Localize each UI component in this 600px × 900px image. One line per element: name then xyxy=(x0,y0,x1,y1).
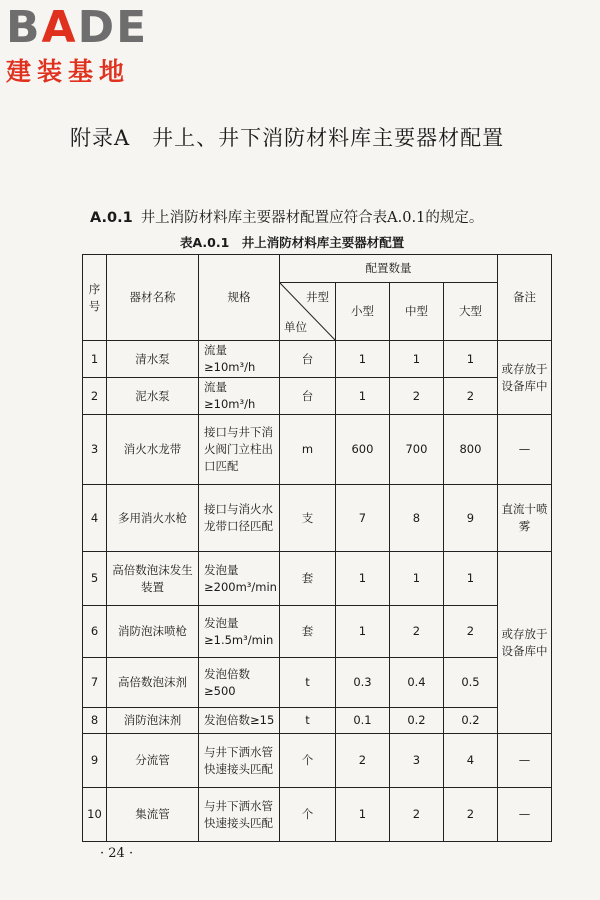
cell-small: 1 xyxy=(335,341,389,378)
cell-name: 分流管 xyxy=(107,734,199,788)
table-header-row xyxy=(83,255,552,283)
brand-b: B xyxy=(6,2,42,53)
cell-small: 1 xyxy=(335,552,389,606)
cell-medium: 1 xyxy=(389,552,443,606)
header-large: 大型 xyxy=(443,283,497,341)
clause-number: A.0.1 xyxy=(90,210,133,226)
cell-medium: 3 xyxy=(389,734,443,788)
watermark-brand xyxy=(6,4,148,52)
brand-a: A xyxy=(41,2,78,53)
cell-unit: 套 xyxy=(279,606,335,658)
cell-unit: 套 xyxy=(279,552,335,606)
header-small: 小型 xyxy=(335,283,389,341)
cell-name: 高倍数泡沫发生装置 xyxy=(107,552,199,606)
header-medium: 中型 xyxy=(389,283,443,341)
cell-spec: 接口与消火水龙带口径匹配 xyxy=(199,485,280,552)
cell-spec: 流量≥10m³/h xyxy=(199,341,280,378)
cell-spec: 发泡量≥200m³/min xyxy=(199,552,280,606)
cell-medium: 0.4 xyxy=(389,658,443,708)
cell-remark: — xyxy=(497,415,551,485)
cell-name: 多用消火水枪 xyxy=(107,485,199,552)
cell-name: 消防泡沫剂 xyxy=(107,708,199,734)
watermark-logo xyxy=(6,4,148,88)
table-row xyxy=(83,552,552,606)
cell-no: 3 xyxy=(83,415,107,485)
cell-no: 5 xyxy=(83,552,107,606)
header-spec: 规格 xyxy=(199,255,280,341)
cell-name: 高倍数泡沫剂 xyxy=(107,658,199,708)
table-row xyxy=(83,708,552,734)
cell-large: 0.2 xyxy=(443,708,497,734)
cell-small: 0.3 xyxy=(335,658,389,708)
table-row xyxy=(83,658,552,708)
clause-text: 井上消防材料库主要器材配置应符合表A.0.1的规定。 xyxy=(140,210,484,226)
cell-no: 4 xyxy=(83,485,107,552)
cell-name: 集流管 xyxy=(107,788,199,842)
cell-large: 4 xyxy=(443,734,497,788)
cell-no: 1 xyxy=(83,341,107,378)
table-row xyxy=(83,485,552,552)
table-row xyxy=(83,788,552,842)
header-diagonal-cell xyxy=(279,283,335,341)
cell-remark-merged-top: 或存放于设备库中 xyxy=(497,341,551,415)
cell-remark: 直流十喷雾 xyxy=(497,485,551,552)
cell-large: 800 xyxy=(443,415,497,485)
table-row xyxy=(83,734,552,788)
cell-large: 9 xyxy=(443,485,497,552)
header-type: 井型 xyxy=(305,290,329,304)
cell-name: 清水泵 xyxy=(107,341,199,378)
cell-spec: 接口与井下消火阀门立柱出口匹配 xyxy=(199,415,280,485)
cell-large: 0.5 xyxy=(443,658,497,708)
cell-large: 1 xyxy=(443,341,497,378)
cell-no: 9 xyxy=(83,734,107,788)
cell-name: 消防泡沫喷枪 xyxy=(107,606,199,658)
header-unit: 单位 xyxy=(283,320,307,334)
header-name: 器材名称 xyxy=(107,255,199,341)
cell-spec: 与井下洒水管快速接头匹配 xyxy=(199,788,280,842)
equipment-table xyxy=(82,254,552,842)
page-number: · 24 · xyxy=(100,846,134,861)
cell-spec: 发泡量≥1.5m³/min xyxy=(199,606,280,658)
table-caption: 表A.0.1 井上消防材料库主要器材配置 xyxy=(180,235,405,250)
cell-medium: 0.2 xyxy=(389,708,443,734)
cell-medium: 2 xyxy=(389,788,443,842)
header-config-qty: 配置数量 xyxy=(279,255,497,283)
cell-remark-merged-bottom: 或存放于设备库中 xyxy=(497,552,551,734)
cell-unit: 台 xyxy=(279,378,335,415)
cell-medium: 8 xyxy=(389,485,443,552)
brand-de: DE xyxy=(77,2,149,53)
cell-no: 7 xyxy=(83,658,107,708)
cell-small: 2 xyxy=(335,734,389,788)
cell-medium: 2 xyxy=(389,606,443,658)
cell-spec: 发泡倍数≥500 xyxy=(199,658,280,708)
cell-unit: t xyxy=(279,708,335,734)
cell-remark: — xyxy=(497,734,551,788)
cell-no: 8 xyxy=(83,708,107,734)
cell-large: 1 xyxy=(443,552,497,606)
cell-small: 1 xyxy=(335,378,389,415)
cell-small: 0.1 xyxy=(335,708,389,734)
watermark-subtitle: 建装基地 xyxy=(6,57,131,86)
header-seq: 序号 xyxy=(83,255,107,341)
cell-unit: 台 xyxy=(279,341,335,378)
table-row xyxy=(83,341,552,378)
table-row xyxy=(83,378,552,415)
table-row xyxy=(83,415,552,485)
cell-spec: 与井下洒水管快速接头匹配 xyxy=(199,734,280,788)
cell-small: 600 xyxy=(335,415,389,485)
cell-small: 1 xyxy=(335,788,389,842)
header-remarks: 备注 xyxy=(497,255,551,341)
cell-remark: — xyxy=(497,788,551,842)
cell-no: 2 xyxy=(83,378,107,415)
cell-large: 2 xyxy=(443,606,497,658)
cell-large: 2 xyxy=(443,378,497,415)
cell-large: 2 xyxy=(443,788,497,842)
table-row xyxy=(83,606,552,658)
cell-name: 泥水泵 xyxy=(107,378,199,415)
cell-spec: 发泡倍数≥15 xyxy=(199,708,280,734)
cell-unit: 个 xyxy=(279,734,335,788)
cell-unit: 个 xyxy=(279,788,335,842)
cell-no: 6 xyxy=(83,606,107,658)
cell-small: 7 xyxy=(335,485,389,552)
clause-paragraph xyxy=(90,206,570,227)
cell-unit: m xyxy=(279,415,335,485)
cell-small: 1 xyxy=(335,606,389,658)
cell-medium: 2 xyxy=(389,378,443,415)
cell-medium: 1 xyxy=(389,341,443,378)
cell-medium: 700 xyxy=(389,415,443,485)
cell-name: 消火水龙带 xyxy=(107,415,199,485)
cell-unit: 支 xyxy=(279,485,335,552)
appendix-title: 附录A 井上、井下消防材料库主要器材配置 xyxy=(70,126,505,150)
cell-no: 10 xyxy=(83,788,107,842)
cell-spec: 流量≥10m³/h xyxy=(199,378,280,415)
cell-unit: t xyxy=(279,658,335,708)
